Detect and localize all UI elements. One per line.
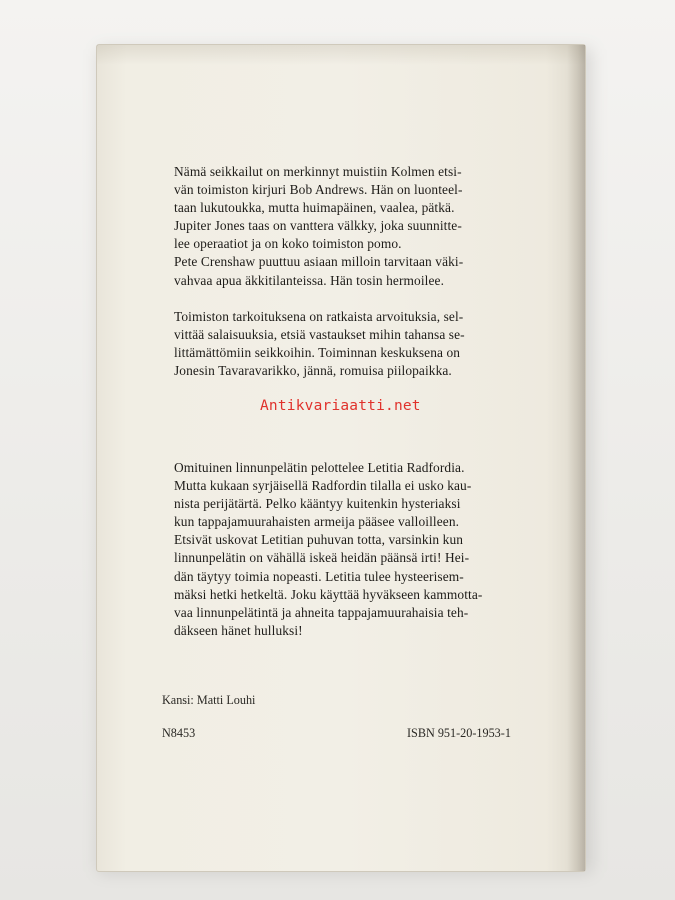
isbn: ISBN 951-20-1953-1	[407, 726, 511, 740]
watermark: Antikvariaatti.net	[260, 398, 421, 414]
book-back-cover	[96, 44, 586, 872]
product-code: N8453	[162, 726, 196, 740]
cover-credit: Kansi: Matti Louhi	[162, 693, 256, 707]
cover-wear	[97, 45, 585, 65]
plot-summary-paragraph: Omituinen linnunpelätin pelottelee Letitia Radfordia. Mutta kukaan syrjäisellä Radfordin tilalla ei usko kau- nista perijätärtä. Pelko kääntyy kuitenkin hysteriaksi kun tappajamuurahaisten armeija pääsee valloilleen. Etsivät uskovat Letitian puhuvan totta, varsinkin kun linnunpelätin on vähällä iskeä heidän päänsä irti! Hei- dän täytyy toimia nopeasti. Letitia tulee hysteerisem- mäksi hetki hetkeltä. Joku käyttää hyväkseen kammotta- vaa linnunpelätintä ja ahneita tappajamuurahaisia teh- däkseen hänet hulluksi!	[174, 460, 483, 638]
series-description-paragraph: Nämä seikkailut on merkinnyt muistiin Kolmen etsi- vän toimiston kirjuri Bob Andrews. Hän on luonteel- taan lukutoukka, mutta huimapäinen, vaalea, pätkä. Jupiter Jones taas on vanttera välkky, joka suunnitte- lee operaatiot ja on koko toimiston pomo. Pete Crenshaw puuttuu asiaan milloin tarvitaan väki- vahvaa apua äkkitilanteissa. Hän tosin hermoilee.	[174, 164, 464, 288]
agency-purpose-paragraph: Toimiston tarkoituksena on ratkaista arvoituksia, sel- vittää salaisuuksia, etsiä vastaukset mihin tahansa se- littämättömiin seikkoihin. Toiminnan keskuksena on Jonesin Tavaravarikko, jännä, romuisa piilopaikka.	[174, 309, 465, 379]
